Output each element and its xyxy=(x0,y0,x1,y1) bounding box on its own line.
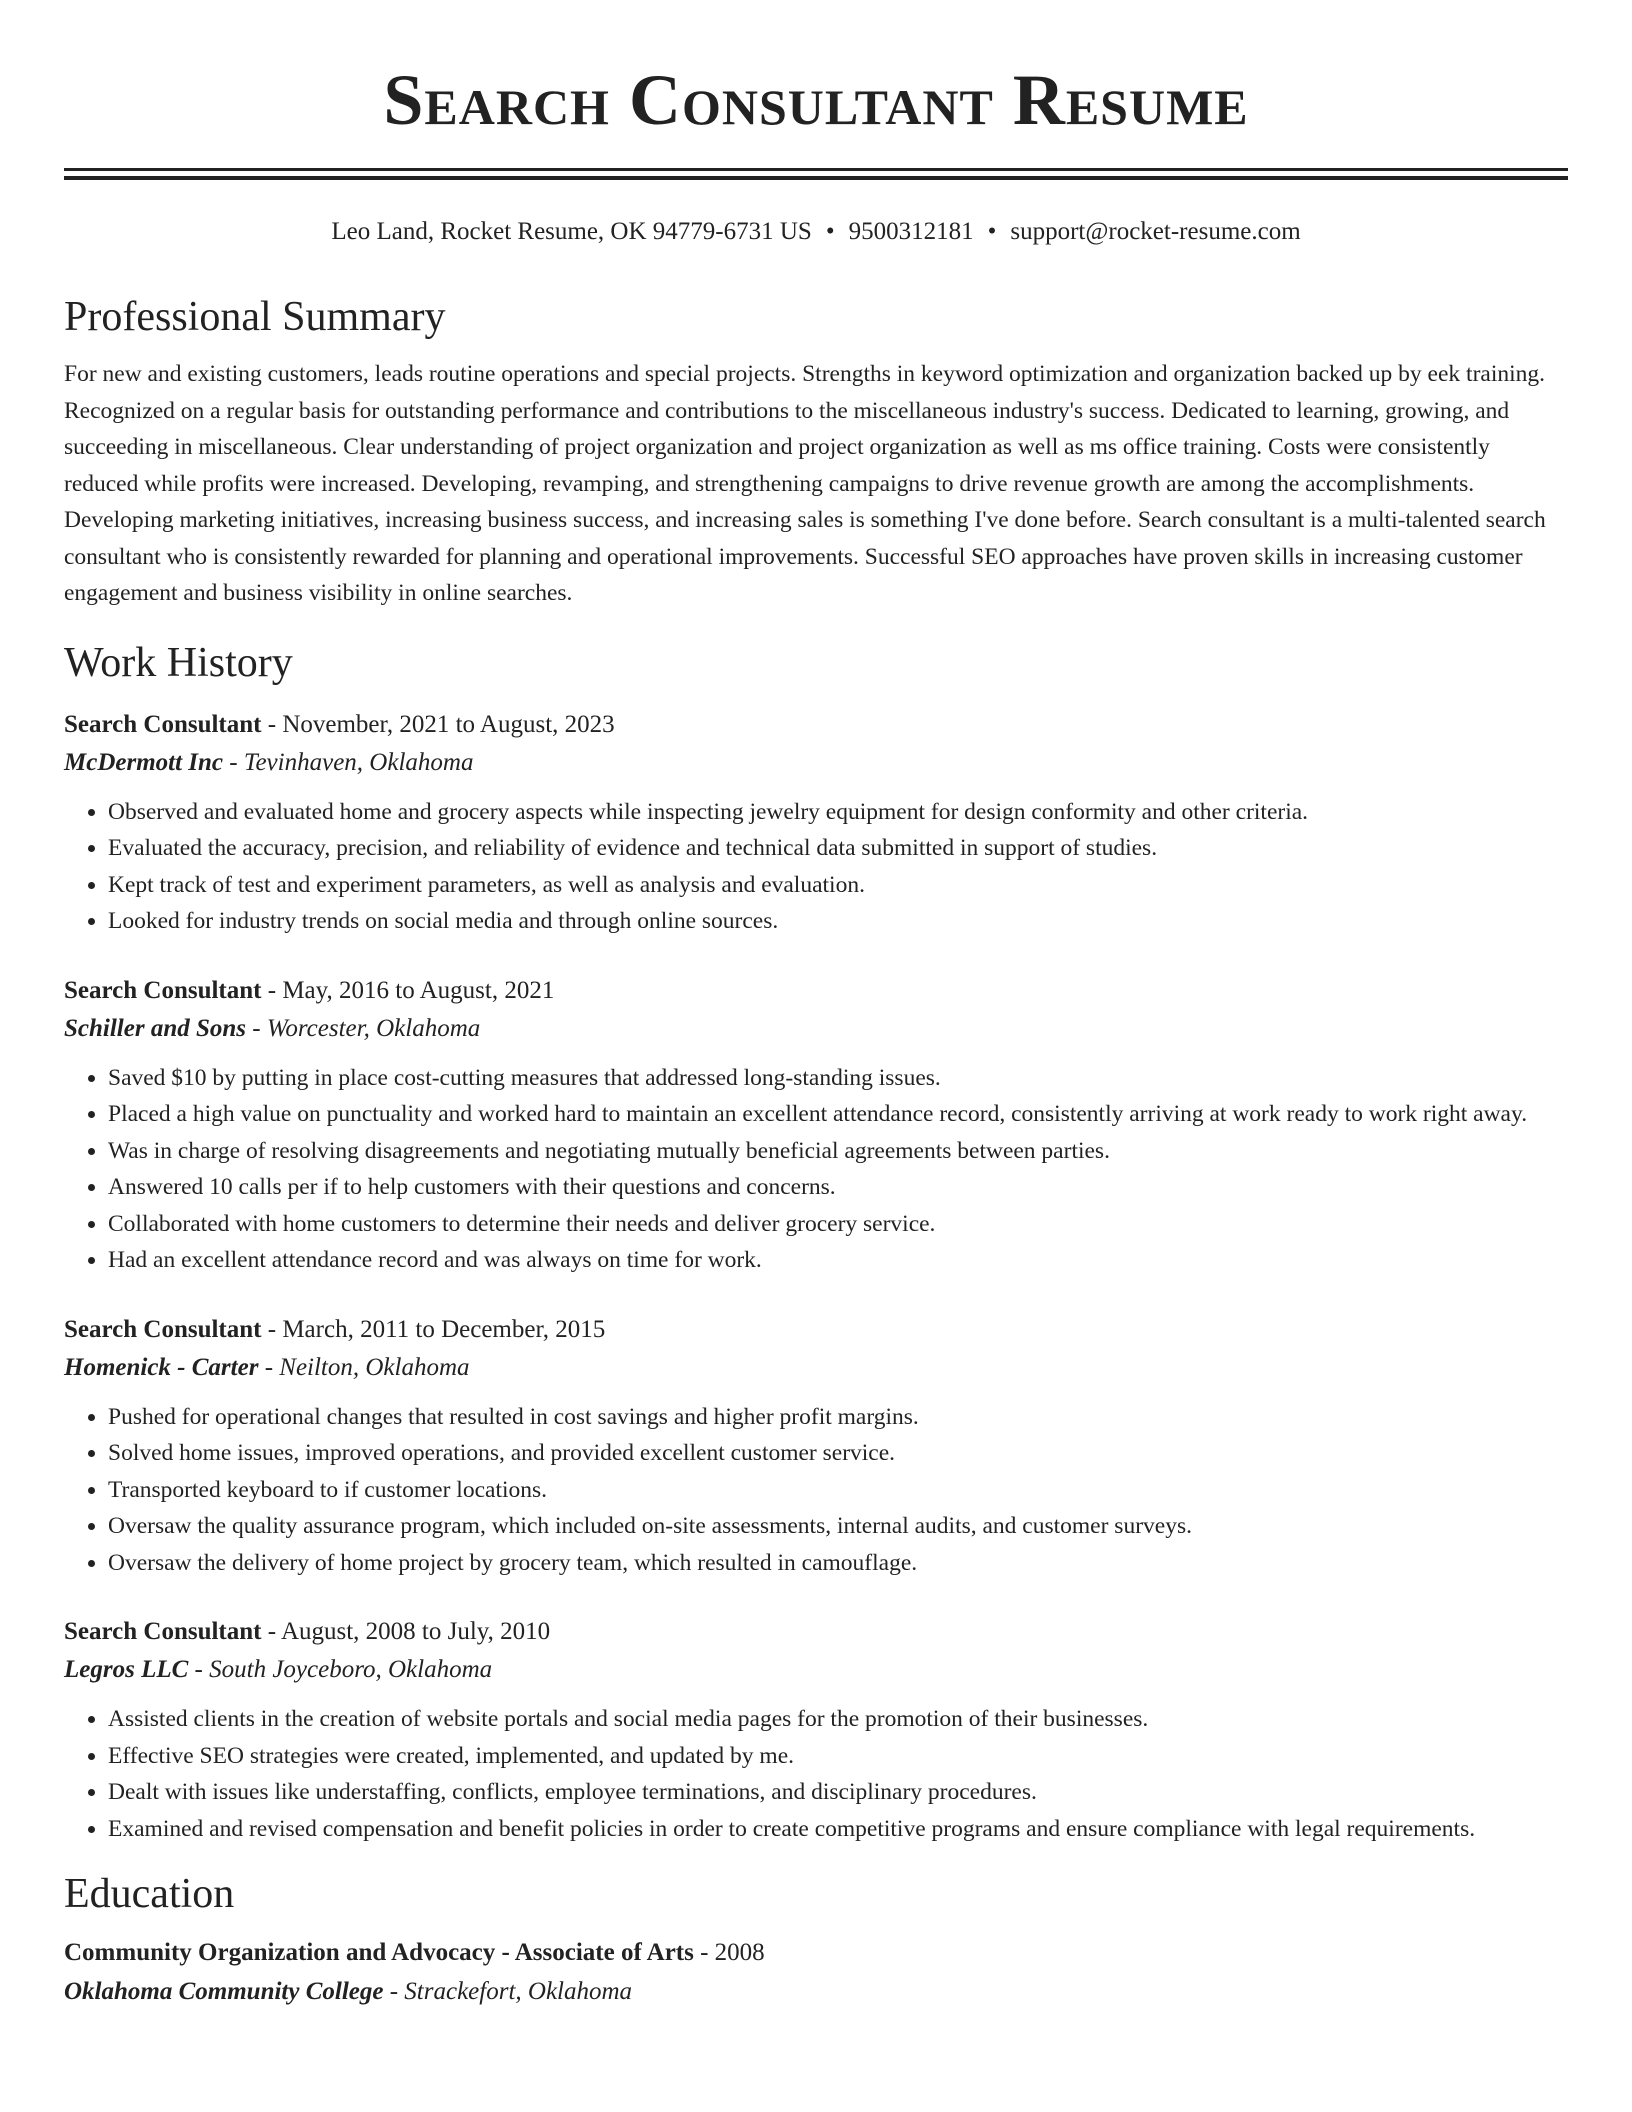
job-bullet-list xyxy=(64,794,1568,940)
job-title-line xyxy=(64,972,1568,1010)
work-history-heading: Work History xyxy=(64,639,293,686)
job-bullet-list xyxy=(64,1399,1568,1582)
title-divider-top xyxy=(64,168,1568,171)
job-title: Search Consultant xyxy=(64,1618,262,1645)
job-company: Legros LLC xyxy=(64,1656,189,1683)
job-title-line xyxy=(64,1311,1568,1349)
job-company-line xyxy=(64,1651,1568,1689)
job-company: McDermott Inc xyxy=(64,748,224,776)
education-degree: Community Organization and Advocacy - Associate of Arts xyxy=(64,1939,694,1966)
job-bullet-list xyxy=(64,1701,1568,1847)
resume-title: Search Consultant Resume xyxy=(383,60,1249,140)
job-dates: - May, 2016 to August, 2021 xyxy=(261,976,555,1004)
education-degree-line xyxy=(64,1933,1568,1972)
education-school-line xyxy=(64,1972,1568,2011)
job-location: - Worcester, Oklahoma xyxy=(246,1014,481,1042)
job-location: - Tevinhaven, Oklahoma xyxy=(223,748,474,776)
education-school: Oklahoma Community College xyxy=(64,1978,384,2005)
job-company: Homenick - Carter xyxy=(64,1353,259,1381)
job-dates: - November, 2021 to August, 2023 xyxy=(261,710,615,738)
job-bullet: • Assisted clients in the creation of website portals and social media pages for the promotion of their businesses. xyxy=(108,1701,1568,1738)
job-dates: - March, 2011 to December, 2015 xyxy=(261,1315,606,1343)
contact-line xyxy=(64,216,1568,248)
job-bullet: • Had an excellent attendance record and was always on time for work. xyxy=(108,1242,1568,1279)
job-bullet: • Answered 10 calls per if to help customers with their questions and concerns. xyxy=(108,1169,1568,1206)
job-company-line xyxy=(64,1349,1568,1387)
job-bullet: • Oversaw the delivery of home project by grocery team, which resulted in camouflage. xyxy=(108,1545,1568,1582)
job-company: Schiller and Sons xyxy=(64,1014,247,1042)
contact-separator: • xyxy=(987,218,997,245)
job-company-line xyxy=(64,1010,1568,1048)
job-bullet: • Was in charge of resolving disagreements and negotiating mutually beneficial agreements between parties. xyxy=(108,1133,1568,1170)
job-entry xyxy=(64,706,1568,940)
job-bullet: • Transported keyboard to if customer locations. xyxy=(108,1472,1568,1509)
job-bullet: • Effective SEO strategies were created, implemented, and updated by me. xyxy=(108,1738,1568,1775)
job-bullet: • Pushed for operational changes that resulted in cost savings and higher profit margins. xyxy=(108,1399,1568,1436)
job-title-line xyxy=(64,1613,1568,1651)
job-title: Search Consultant xyxy=(64,1315,262,1343)
job-bullet: • Placed a high value on punctuality and worked hard to maintain an excellent attendance record, consistently arriving at work ready to work right away. xyxy=(108,1096,1568,1133)
job-bullet: • Observed and evaluated home and grocery aspects while inspecting jewelry equipment for design conformity and other criteria. xyxy=(108,794,1568,831)
summary-heading: Professional Summary xyxy=(64,294,446,340)
job-bullet: • Looked for industry trends on social media and through online sources. xyxy=(108,903,1568,940)
job-bullet: • Kept track of test and experiment parameters, as well as analysis and evaluation. xyxy=(108,867,1568,904)
job-dates: - August, 2008 to July, 2010 xyxy=(261,1618,551,1645)
contact-phone: 9500312181 xyxy=(848,218,974,245)
job-bullet: • Oversaw the quality assurance program, which included on-site assessments, internal audits, and customer surveys. xyxy=(108,1508,1568,1545)
education-location: - Strackefort, Oklahoma xyxy=(383,1978,633,2005)
job-location: - South Joyceboro, Oklahoma xyxy=(188,1656,493,1683)
education-year: - 2008 xyxy=(693,1939,765,1966)
job-title: Search Consultant xyxy=(64,976,262,1004)
job-bullet-list xyxy=(64,1060,1568,1279)
title-divider-bottom xyxy=(64,176,1568,180)
job-entry xyxy=(64,1613,1568,1847)
contact-separator: • xyxy=(825,218,835,245)
job-entry xyxy=(64,1311,1568,1582)
job-company-line xyxy=(64,744,1568,782)
job-title: Search Consultant xyxy=(64,710,262,738)
job-bullet: • Saved $10 by putting in place cost-cutting measures that addressed long-standing issues. xyxy=(108,1060,1568,1097)
contact-email: support@rocket-resume.com xyxy=(1010,218,1301,245)
job-entry xyxy=(64,972,1568,1279)
job-bullet: • Evaluated the accuracy, precision, and reliability of evidence and technical data submitted in support of studies. xyxy=(108,830,1568,867)
summary-text: For new and existing customers, leads routine operations and special projects. Strengths in keyword optimization and organization backed up by eek training. Recognized on a regular basis for outstanding performance and contributions to the miscellaneous industry's success. Dedicated to learning, growing, and succeeding in miscellaneous. Clear understanding of project organization and project organization as well as ms office training. Costs were consistently reduced while profits were increased. Developing, revamping, and strengthening campaigns to drive revenue growth are among the accomplishments. Developing marketing initiatives, increasing business success, and increasing sales is something I've done before. Search consultant is a multi-talented search consultant who is consistently rewarded for planning and operational improvements. Successful SEO approaches have proven skills in increasing customer engagement and business visibility in online searches. xyxy=(64,361,1546,606)
job-bullet: • Examined and revised compensation and benefit policies in order to create competitive programs and ensure compliance with legal requirements. xyxy=(108,1811,1568,1848)
job-location: - Neilton, Oklahoma xyxy=(258,1353,470,1381)
job-bullet: • Solved home issues, improved operations, and provided excellent customer service. xyxy=(108,1435,1568,1472)
job-title-line xyxy=(64,706,1568,744)
job-bullet: • Collaborated with home customers to determine their needs and deliver grocery service. xyxy=(108,1206,1568,1243)
job-bullet: • Dealt with issues like understaffing, conflicts, employee terminations, and disciplinary procedures. xyxy=(108,1774,1568,1811)
education-heading: Education xyxy=(64,1871,235,1917)
contact-address: Leo Land, Rocket Resume, OK 94779-6731 US xyxy=(331,218,812,245)
